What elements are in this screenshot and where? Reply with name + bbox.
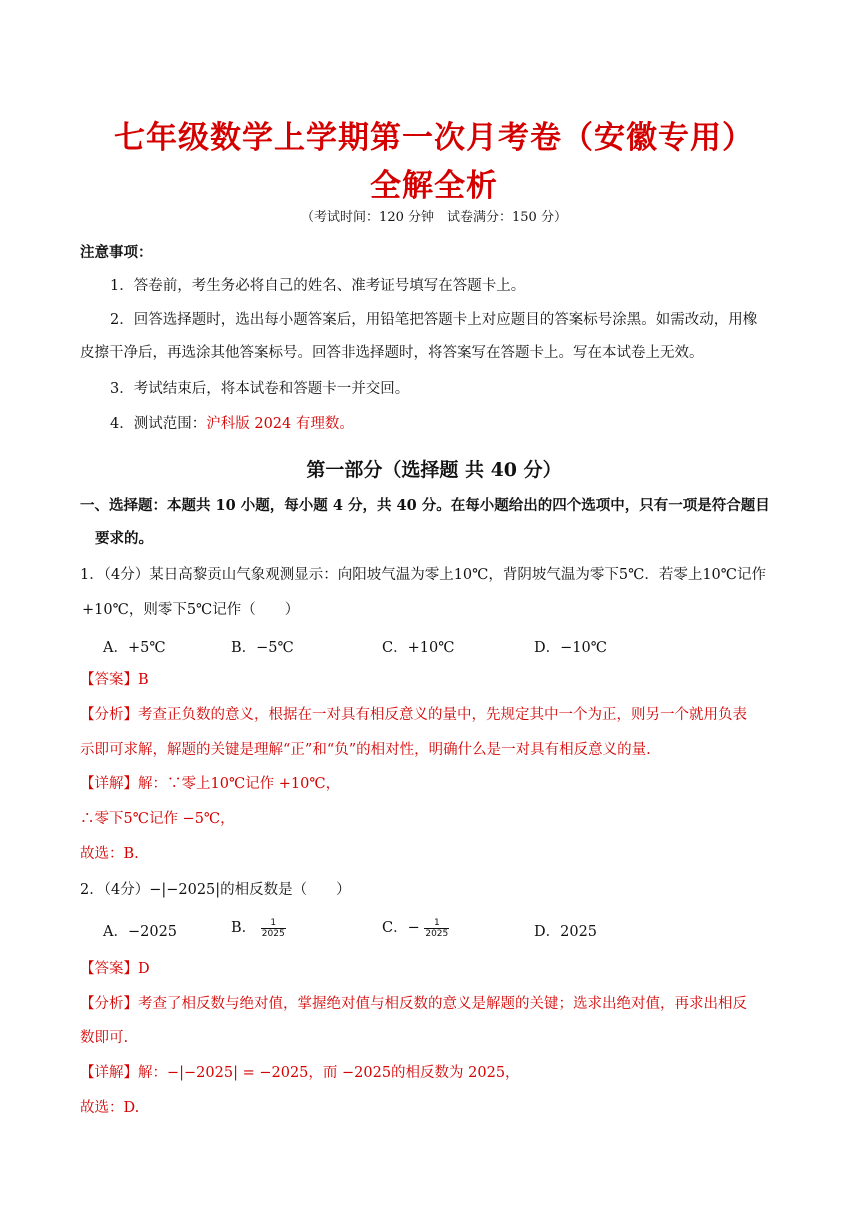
q1-detail-c: 故选：B. [80,846,139,862]
q2-option-b-fraction [261,918,286,939]
q1-option-c: C．+10℃ [382,640,455,656]
exam-info: （考试时间：120 分钟 试卷满分：150 分） [301,210,567,225]
q2-option-a: A．−2025 [103,924,178,940]
q1-option-b: B．−5℃ [231,640,294,656]
part1-intro-a: 一、选择题：本题共 10 小题，每小题 4 分，共 40 分。在每小题给出的四个选项中，只有一项是符合题目 [80,497,770,514]
q1-analysis-a: 【分析】考查正负数的意义，根据在一对具有相反意义的量中，先规定其中一个为正，则另一个就用负表 [80,707,747,723]
note-4 [110,414,354,434]
q2-option-b-denominator: 2025 [261,928,285,939]
q2-option-c [382,916,449,939]
q2-option-b-numerator: 1 [261,918,286,929]
note-4-range: 沪科版 2024 有理数。 [206,416,354,432]
q2-detail-b: 故选：D. [80,1100,140,1116]
notes-heading: 注意事项： [80,244,153,261]
q2-stem: 2．（4分）−|−2025|的相反数是（ ） [80,882,351,898]
q2-option-d: D．2025 [534,924,598,940]
part1-intro-b: 要求的。 [95,530,153,547]
q2-option-b [231,916,286,939]
title-line-1: 七年级数学上学期第一次月考卷（安徽专用） [114,120,754,156]
q2-option-c-fraction [424,918,449,939]
q2-option-c-label: C．− [382,920,420,936]
q2-analysis-b: 数即可. [80,1030,129,1046]
q1-stem-b: +10℃，则零下5℃记作（ ） [82,602,300,618]
note-3: 3．考试结束后，将本试卷和答题卡一并交回。 [110,381,410,397]
q2-answer: 【答案】D [80,961,150,977]
note-4-prefix: 4．测试范围： [110,416,207,432]
q1-stem-a: 1．（4分）某日高黎贡山气象观测显示：向阳坡气温为零上10℃，背阴坡气温为零下5℃．若零上10℃记作 [80,567,766,583]
q2-option-c-numerator: 1 [424,918,449,929]
q2-analysis-a: 【分析】考查了相反数与绝对值，掌握绝对值与相反数的意义是解题的关键；选求出绝对值，再求出相反 [80,996,747,1012]
q2-option-b-label: B． [231,920,257,936]
note-2b: 皮擦干净后，再选涂其他答案标号。回答非选择题时，将答案写在答题卡上。写在本试卷上无效。 [80,345,704,361]
note-2a: 2．回答选择题时，选出每小题答案后，用铅笔把答题卡上对应题目的答案标号涂黑。如需改动，用橡 [110,312,758,328]
title-line-2: 全解全析 [370,168,498,204]
q1-option-a: A．+5℃ [103,640,166,656]
q1-option-d: D．−10℃ [534,640,607,656]
q2-option-c-denominator: 2025 [425,928,449,939]
note-1: 1．答卷前，考生务必将自己的姓名、准考证号填写在答题卡上。 [110,278,526,294]
q1-answer: 【答案】B [80,672,149,688]
q1-detail-b: ∴零下5℃记作 −5℃， [80,811,235,827]
q2-detail-a: 【详解】解：−|−2025| = −2025，而 −2025的相反数为 2025， [80,1065,520,1081]
section-title: 第一部分（选择题 共 40 分） [306,459,562,481]
q1-detail-a: 【详解】解：∵零上10℃记作 +10℃， [80,776,341,792]
q1-analysis-b: 示即可求解，解题的关键是理解“正”和“负”的相对性，明确什么是一对具有相反意义的量. [80,742,651,758]
